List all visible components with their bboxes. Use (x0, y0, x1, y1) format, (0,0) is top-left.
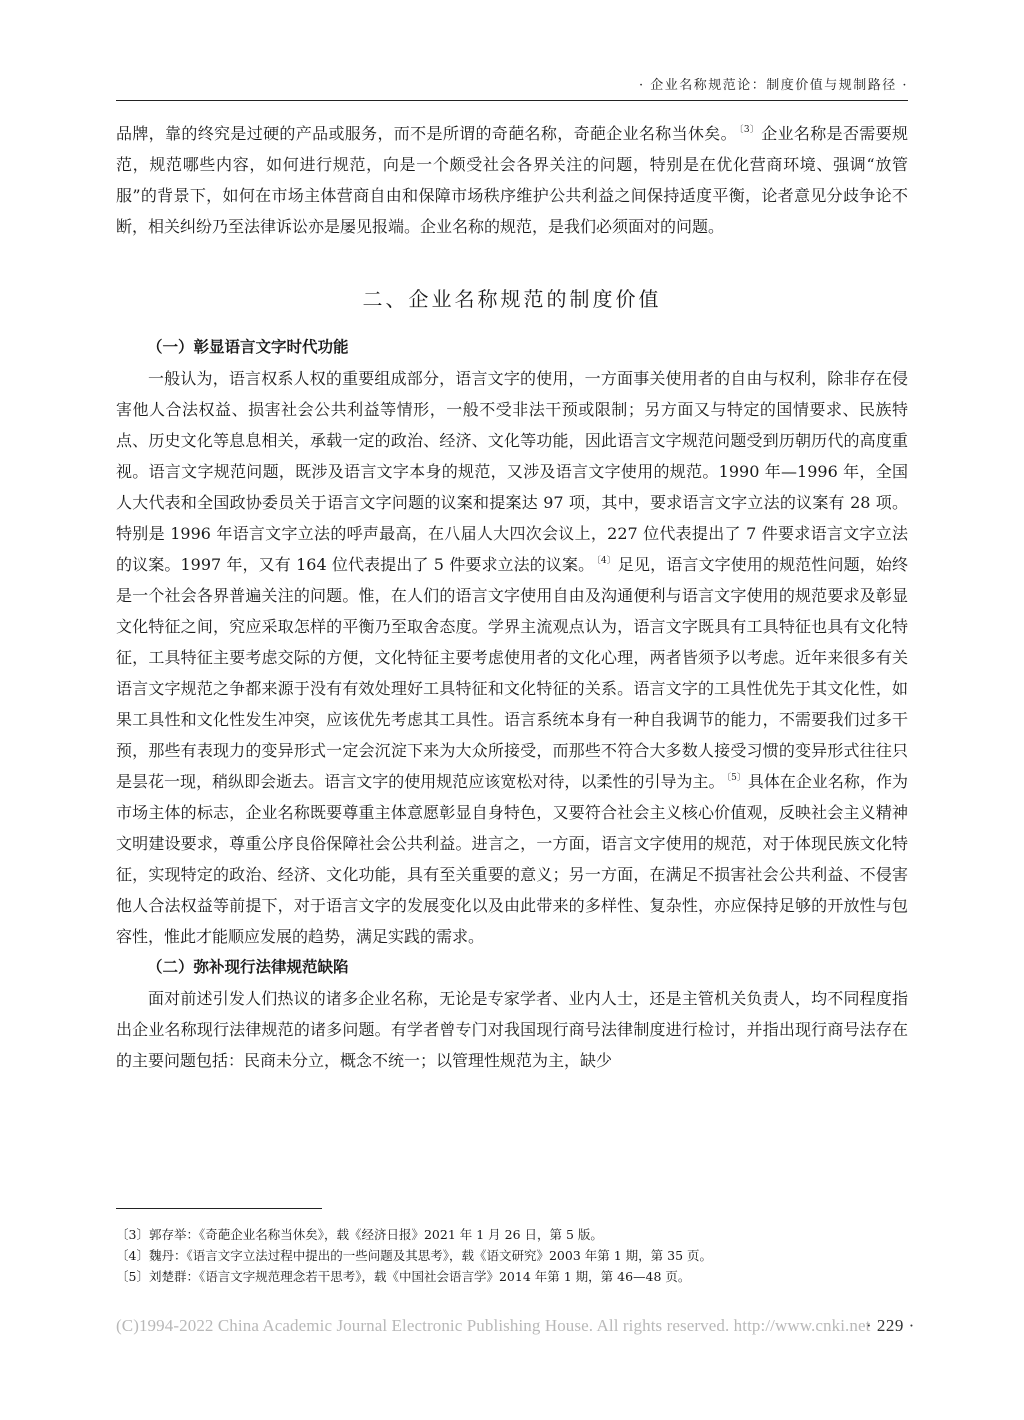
section-title: 二、企业名称规范的制度价值 (362, 287, 662, 311)
subsection-2-paragraph: 面对前述引发人们热议的诸多企业名称，无论是专家学者、业内人士，还是主管机关负责人，均不同程度指出企业名称现行法律规范的诸多问题。有学者曾专门对我国现行商号法律制度进行检讨，并指出现行商号法存在的主要问题包括：民商未分立，概念不统一；以管理性规范为主，缺少 (116, 989, 908, 1070)
subsection-1-text-a: 一般认为，语言权系人权的重要组成部分，语言文字的使用，一方面事关使用者的自由与权利，除非存在侵害他人合法权益、损害社会公共利益等情形，一般不受非法干预或限制；另方面又与特定的国情要求、民族特点、历史文化等息息相关，承载一定的政治、经济、文化等功能，因此语言文字规范问题受到历朝历代的高度重视。语言文字规范问题，既涉及语言文字本身的规范，又涉及语言文字使用的规范。1990 年—1996 年，全国人大代表和全国政协委员关于语言文字问题的议案和提案达 97 项，其中，要求语言文字立法的议案有 28 项。特别是 1996 年语言文字立法的呼声最高，在八届人大四次会议上，227 位代表提出了 7 件要求语言文字立法的议案。1997 年，又有 164 位代表提出了 5 件要求立法的议案。 (116, 369, 908, 574)
running-header: · 企业名称规范论：制度价值与规制路径 · (638, 78, 908, 93)
page-number: · 229 · (866, 1316, 915, 1335)
footnote-ref-4[interactable]: 〔4〕 (596, 556, 616, 566)
footnote-rule (116, 1208, 322, 1209)
footnote-3: 〔3〕郭存举：《奇葩企业名称当休矣》，载《经济日报》2021 年 1 月 26 日，第 5 版。 (116, 1227, 603, 1242)
intro-text-b: 企业名称是否需要规范，规范哪些内容，如何进行规范，向是一个颇受社会各界关注的问题，特别是在优化营商环境、强调“放管服”的背景下，如何在市场主体营商自由和保障市场秩序维护公共利益之间保持适度平衡，论者意见分歧争论不断，相关纠纷乃至法律诉讼亦是屡见报端。企业名称的规范，是我们必须面对的问题。 (116, 124, 908, 236)
intro-paragraph (116, 118, 908, 242)
body-text (116, 118, 908, 1076)
subsection-1-text-b: 足见，语言文字使用的规范性问题，始终是一个社会各界普遍关注的问题。惟，在人们的语言文字使用自由及沟通便利与语言文字使用的规范要求及彰显文化特征之间，究应采取怎样的平衡乃至取舍态度。学界主流观点认为，语言文字既具有工具特征也具有文化特征，工具特征主要考虑交际的方便，文化特征主要考虑使用者的文化心理，两者皆须予以考虑。近年来很多有关语言文字规范之争都来源于没有有效处理好工具特征和文化特征的关系。语言文字的工具性优先于其文化性，如果工具性和文化性发生冲突，应该优先考虑其工具性。语言系统本身有一种自我调节的能力，不需要我们过多干预，那些有表现力的变异形式一定会沉淀下来为大众所接受，而那些不符合大多数人接受习惯的变异形式往往只是昙花一现，稍纵即会逝去。语言文字的使用规范应该宽松对待，以柔性的引导为主。 (116, 555, 908, 791)
footnote-5: 〔5〕刘楚群：《语言文字规范理念若干思考》，载《中国社会语言学》2014 年第 1 期，第 46—48 页。 (116, 1269, 691, 1284)
footnote-4: 〔4〕魏丹：《语言文字立法过程中提出的一些问题及其思考》，载《语文研究》2003 年第 1 期，第 35 页。 (116, 1248, 712, 1263)
subsection-1-paragraph (116, 363, 908, 952)
subsection-title-1: （一）彰显语言文字时代功能 (147, 338, 349, 356)
subsection-title-2: （二）弥补现行法律规范缺陷 (147, 958, 349, 976)
footnote-ref-5[interactable]: 〔5〕 (726, 773, 746, 783)
subsection-1-text-c: 具体在企业名称，作为市场主体的标志，企业名称既要尊重主体意愿彰显自身特色，又要符合社会主义核心价值观，反映社会主义精神文明建设要求，尊重公序良俗保障社会公共利益。进言之，一方面，语言文字使用的规范，对于体现民族文化特征，实现特定的政治、经济、文化功能，具有至关重要的意义；另一方面，在满足不损害社会公共利益、不侵害他人合法权益等前提下，对于语言文字的发展变化以及由此带来的多样性、复杂性，亦应保持足够的开放性与包容性，惟此才能顺应发展的趋势，满足实践的需求。 (116, 772, 908, 946)
footnote-ref-3[interactable]: 〔3〕 (738, 125, 760, 135)
copyright-watermark: (C)1994-2022 China Academic Journal Electronic Publishing House. All rights reserved. http://www.cnki.net (116, 1316, 871, 1335)
footnotes (116, 1224, 908, 1287)
intro-text-a: 品牌，靠的终究是过硬的产品或服务，而不是所谓的奇葩名称，奇葩企业名称当休矣。 (116, 124, 737, 143)
header-rule (116, 100, 908, 101)
